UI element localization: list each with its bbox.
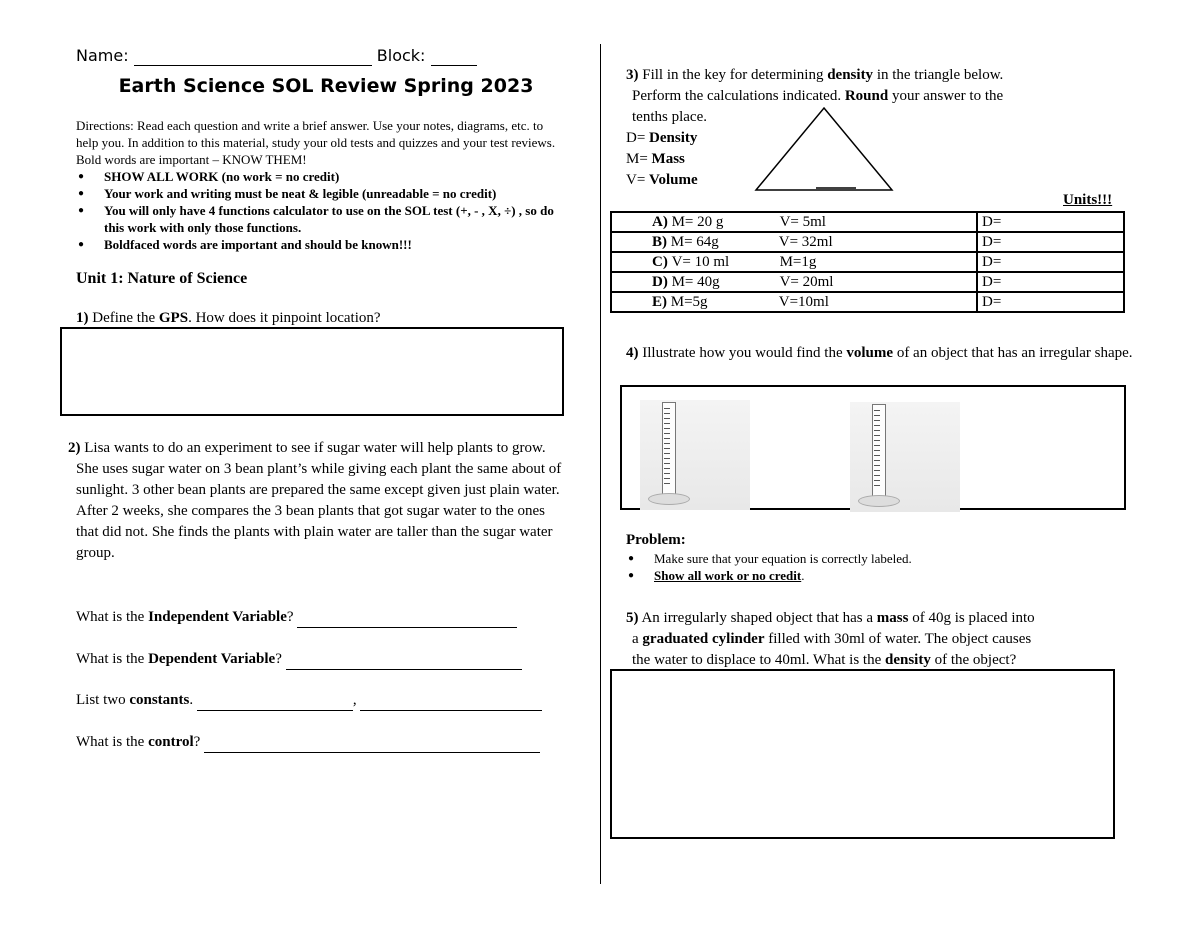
name-label: Name: bbox=[76, 46, 129, 65]
q1-bold: GPS bbox=[158, 310, 189, 326]
row-mass: V= 10 ml bbox=[671, 253, 730, 270]
page-title: Earth Science SOL Review Spring 2023 bbox=[118, 75, 534, 97]
q4-text-end: of an object that has an irregular shape. bbox=[893, 345, 1133, 361]
table-row bbox=[611, 272, 1124, 292]
q2-line1: Lisa wants to do an experiment to see if sugar water will help plants to grow. bbox=[84, 440, 546, 456]
row-volume: V= 5ml bbox=[779, 213, 826, 230]
row-density: D= bbox=[982, 273, 1002, 290]
q3-text3: tenths place. bbox=[632, 109, 707, 125]
q2-comma: , bbox=[352, 692, 357, 708]
graduated-cylinder-icon bbox=[850, 402, 960, 512]
density-table bbox=[610, 211, 1125, 313]
directions-text: Directions: Read each question and write a brief answer. Use your notes, diagrams, etc. to help you. In addition to this material, study your old tests and quizzes and your test reviews. Bold words are important – KNOW THEM! bbox=[76, 118, 556, 167]
independent-variable-field[interactable] bbox=[297, 613, 517, 628]
name-field[interactable] bbox=[134, 51, 372, 66]
key-mass-word: Mass bbox=[651, 151, 685, 167]
q5-text-c: the water to displace to 40ml. What is the bbox=[632, 652, 885, 668]
q5-bold-b: graduated cylinder bbox=[642, 631, 765, 647]
row-volume: V= 20ml bbox=[779, 273, 834, 290]
q2-const-bold: constants bbox=[129, 692, 190, 708]
q2-paragraph: She uses sugar water on 3 bean plant’s while giving each plant the same about of sunlight. 3 other bean plants are prepared the same except given just plain water. After 2 weeks, she compares the 3 bean plants that got sugar water to the ones that did not. She finds the plants with plain water are taller than the sugar water group. bbox=[76, 461, 562, 561]
row-mass: M= 64g bbox=[670, 233, 719, 250]
q3-bold2: Round bbox=[844, 88, 889, 104]
table-cell bbox=[611, 252, 977, 272]
q2-constants bbox=[76, 690, 542, 711]
q1-number: 1) bbox=[76, 310, 89, 326]
q5-text-a: An irregularly shaped object that has a bbox=[641, 610, 877, 626]
key-density bbox=[626, 128, 698, 149]
q2-prompt bbox=[68, 438, 568, 564]
q3-text1: Fill in the key for determining bbox=[642, 67, 828, 83]
problem-bullet bbox=[626, 567, 1126, 584]
directions-bullet: ● Your work and writing must be neat & legible (unreadable = no credit) bbox=[76, 185, 566, 202]
q4-text: Illustrate how you would find the bbox=[642, 345, 847, 361]
q2-number: 2) bbox=[68, 440, 81, 456]
key-volume-letter: V= bbox=[626, 172, 650, 188]
problem-bullet-bold: Show all work or no credit bbox=[654, 568, 802, 583]
q2-indep-bold: Independent Variable bbox=[148, 609, 287, 625]
density-key bbox=[626, 128, 698, 191]
q5-text-b: a bbox=[632, 631, 643, 647]
table-row bbox=[611, 252, 1124, 272]
key-mass bbox=[626, 149, 698, 170]
q3-number: 3) bbox=[626, 67, 639, 83]
directions-bullet: ● SHOW ALL WORK (no work = no credit) bbox=[76, 168, 566, 185]
row-density: D= bbox=[982, 233, 1002, 250]
key-volume-word: Volume bbox=[649, 172, 698, 188]
column-divider bbox=[600, 44, 601, 884]
problem-list bbox=[626, 550, 1126, 584]
q4-prompt bbox=[626, 343, 1139, 364]
q5-text-c-end: of the object? bbox=[930, 652, 1017, 668]
q2-independent bbox=[76, 607, 517, 628]
control-field[interactable] bbox=[204, 738, 540, 753]
table-cell bbox=[611, 232, 977, 252]
row-label: A) bbox=[652, 213, 668, 230]
q2-dep-text: What is the bbox=[76, 651, 149, 667]
q5-answer-box[interactable] bbox=[610, 669, 1115, 839]
constant-2-field[interactable] bbox=[360, 696, 542, 711]
table-cell bbox=[611, 212, 977, 232]
key-density-letter: D= bbox=[626, 130, 650, 146]
key-mass-letter: M= bbox=[626, 151, 652, 167]
table-row bbox=[611, 292, 1124, 312]
row-density: D= bbox=[982, 253, 1002, 270]
row-mass: M= 40g bbox=[671, 273, 720, 290]
q2-dependent bbox=[76, 649, 522, 670]
density-triangle[interactable] bbox=[752, 104, 896, 194]
q5-prompt bbox=[626, 608, 1131, 671]
graduated-cylinder-icon bbox=[640, 400, 750, 510]
q2-dep-q: ? bbox=[275, 651, 282, 667]
q2-ctrl-text: What is the bbox=[76, 734, 149, 750]
q1-answer-box[interactable] bbox=[60, 327, 564, 416]
dependent-variable-field[interactable] bbox=[286, 655, 522, 670]
units-note: Units!!! bbox=[1063, 192, 1113, 208]
table-cell bbox=[611, 272, 977, 292]
q4-number: 4) bbox=[626, 345, 639, 361]
q1-text: Define the bbox=[92, 310, 159, 326]
key-volume bbox=[626, 170, 698, 191]
block-label: Block: bbox=[376, 46, 426, 65]
row-volume: V=10ml bbox=[778, 293, 829, 310]
q5-bold-a: mass bbox=[876, 610, 909, 626]
unit-heading: Unit 1: Nature of Science bbox=[76, 270, 248, 287]
row-mass: M=5g bbox=[670, 293, 708, 310]
row-label: C) bbox=[652, 253, 668, 270]
q2-indep-q: ? bbox=[286, 609, 294, 625]
table-row bbox=[611, 232, 1124, 252]
row-volume: M=1g bbox=[779, 253, 817, 270]
row-density: D= bbox=[982, 213, 1002, 230]
density-answer-cell[interactable] bbox=[977, 292, 1124, 312]
row-label: B) bbox=[652, 233, 667, 250]
q1-prompt bbox=[76, 308, 381, 329]
density-answer-cell[interactable] bbox=[977, 232, 1124, 252]
row-mass: M= 20 g bbox=[671, 213, 724, 230]
problem-section bbox=[626, 531, 1126, 584]
row-label: D) bbox=[652, 273, 668, 290]
table-cell bbox=[611, 292, 977, 312]
directions bbox=[76, 117, 566, 253]
q2-ctrl-q: ? bbox=[193, 734, 201, 750]
q3-bold1: density bbox=[827, 67, 874, 83]
problem-heading: Problem: bbox=[626, 532, 686, 548]
name-block-line bbox=[76, 46, 477, 66]
directions-bullet: ● You will only have 4 functions calculator to use on the SOL test (+, - , X, ÷) , so do this work with only those functions. bbox=[76, 202, 566, 236]
block-field[interactable] bbox=[431, 51, 477, 66]
q2-dep-bold: Dependent Variable bbox=[148, 651, 276, 667]
q2-const-text: List two bbox=[76, 692, 130, 708]
q2-control bbox=[76, 732, 540, 753]
problem-period: . bbox=[801, 568, 805, 583]
q4-illustration-box[interactable] bbox=[620, 385, 1126, 510]
density-answer-cell[interactable] bbox=[977, 212, 1124, 232]
q1-text-end: . How does it pinpoint location? bbox=[188, 310, 381, 326]
density-answer-cell[interactable] bbox=[977, 252, 1124, 272]
constant-1-field[interactable] bbox=[197, 696, 353, 711]
table-row bbox=[611, 212, 1124, 232]
directions-bullet: ● Boldfaced words are important and should be known!!! bbox=[76, 236, 566, 253]
row-density: D= bbox=[982, 293, 1002, 310]
q5-text-b-end: filled with 30ml of water. The object causes bbox=[764, 631, 1032, 647]
q2-indep-text: What is the bbox=[76, 609, 149, 625]
q5-text-a-end: of 40g is placed into bbox=[908, 610, 1035, 626]
row-label: E) bbox=[652, 293, 667, 310]
q5-bold-c: density bbox=[885, 652, 931, 668]
q3-text2: Perform the calculations indicated. bbox=[632, 88, 845, 104]
q2-ctrl-bold: control bbox=[148, 734, 194, 750]
q3-text2-end: your answer to the bbox=[888, 88, 1004, 104]
directions-list bbox=[76, 168, 566, 253]
q2-const-period: . bbox=[189, 692, 194, 708]
q4-bold: volume bbox=[846, 345, 894, 361]
key-density-word: Density bbox=[649, 130, 698, 146]
problem-bullet: ● Make sure that your equation is correctly labeled. bbox=[626, 550, 1126, 567]
density-answer-cell[interactable] bbox=[977, 272, 1124, 292]
row-volume: V= 32ml bbox=[778, 233, 833, 250]
q5-number: 5) bbox=[626, 610, 639, 626]
q3-text1-end: in the triangle below. bbox=[873, 67, 1004, 83]
